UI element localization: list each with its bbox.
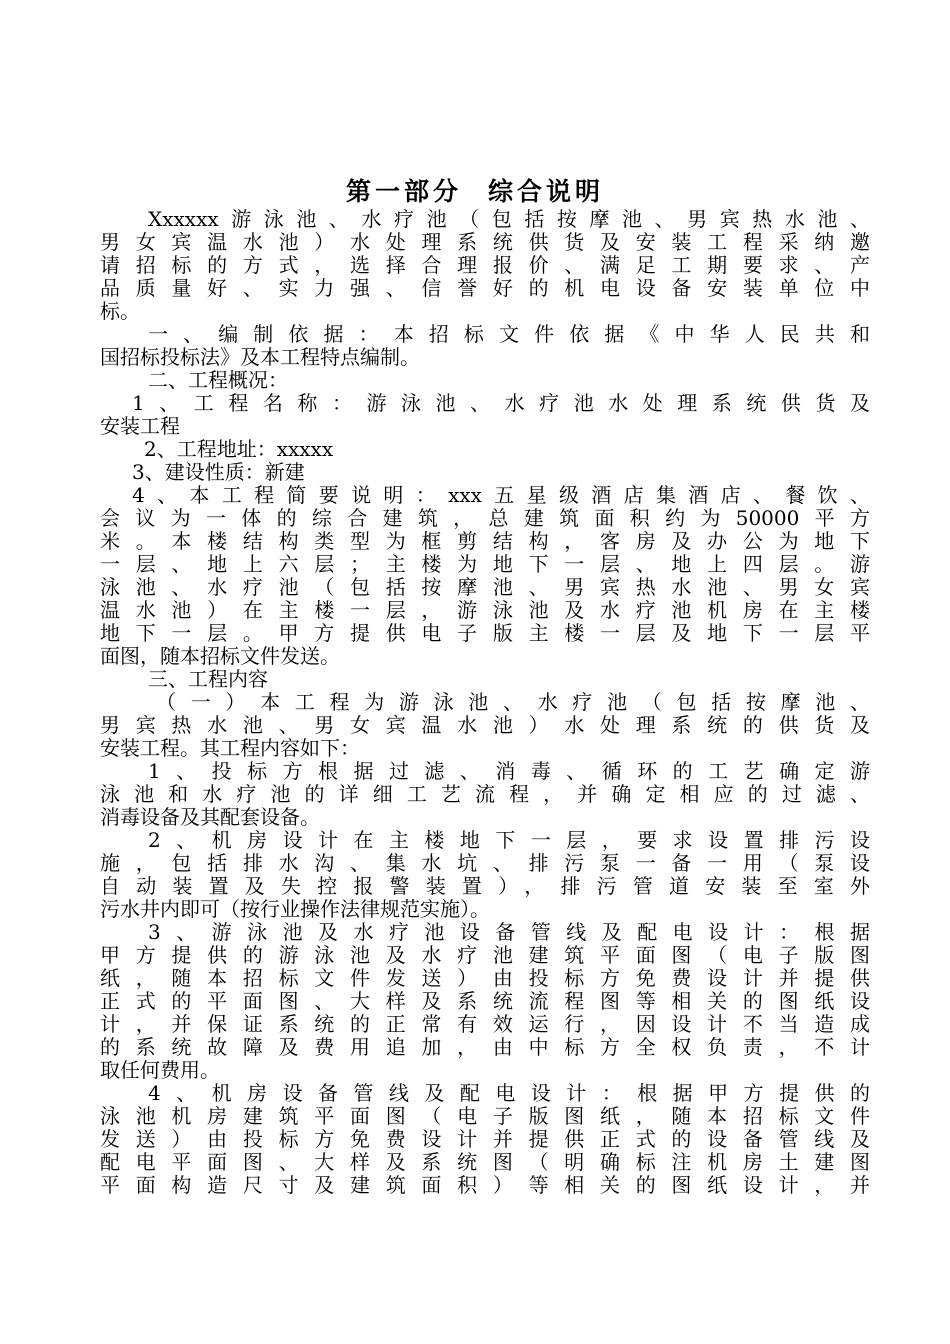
text-line: 3、建设性质：新建 (132, 460, 305, 484)
title-part-2: 综合说明 (488, 177, 605, 206)
text-line: 4、本工程简要说明：xxx五星级酒店集酒店、餐饮、 (132, 483, 870, 507)
text-line: 自动装置及失控报警装置），排污管道安装至室外 (100, 874, 870, 898)
text-line: 纸，随本招标文件发送）由投标方免费设计并提供 (100, 966, 870, 990)
text-line: 会议为一体的综合建筑，总建筑面积约为50000平方 (100, 506, 870, 530)
text-line: 计，并保证系统的正常有效运行，因设计不当造成 (100, 1012, 870, 1036)
text-line: 2、工程地址：xxxxx (144, 437, 334, 461)
text-line: 发送）由投标方免费设计并提供正式的设备管线及 (100, 1127, 870, 1151)
text-line: 2、机房设计在主楼地下一层，要求设置排污设 (148, 828, 870, 852)
text-line: 泳池、水疗池（包括按摩池、男宾热水池、男女宾 (100, 575, 870, 599)
text-line: 3、游泳池及水疗池设备管线及配电设计：根据 (148, 920, 870, 944)
text-line: 安装工程。其工程内容如下： (100, 736, 360, 760)
text-line: 4、机房设备管线及配电设计：根据甲方提供的 (148, 1081, 870, 1105)
text-line: 品质量好、实力强、信誉好的机电设备安装单位中 (100, 276, 870, 300)
text-line: 国招标投标法》及本工程特点编制。 (100, 345, 420, 369)
text-line: 正式的平面图、大样及系统流程图等相关的图纸设 (100, 989, 870, 1013)
text-line: 泳池机房建筑平面图（电子版图纸，随本招标文件 (100, 1104, 870, 1128)
text-line: 请招标的方式，选择合理报价、满足工期要求、产 (100, 253, 870, 277)
text-line: 二、工程概况： (148, 368, 288, 392)
text-line: 标。 (100, 299, 140, 323)
text-line: 甲方提供的游泳池及水疗池建筑平面图（电子版图 (100, 943, 870, 967)
text-line: 1、工程名称：游泳池、水疗池水处理系统供货及 (132, 391, 870, 415)
text-line: 安装工程 (100, 414, 180, 438)
text-line: 三、工程内容 (148, 667, 268, 691)
text-line: （一）本工程为游泳池、水疗池（包括按摩池、 (156, 690, 870, 714)
text-line: 一层、地上六层；主楼为地下一层、地上四层。游 (100, 552, 870, 576)
text-line: 泳池和水疗池的详细工艺流程，并确定相应的过滤、 (100, 782, 870, 806)
body-text (100, 208, 870, 1197)
text-line: 污水井内即可（按行业操作法律规范实施）。 (100, 897, 490, 921)
text-line: 平面构造尺寸及建筑面积）等相关的图纸设计，并 (100, 1173, 870, 1197)
text-line: 的系统故障及费用追加，由中标方全权负责，不计 (100, 1035, 870, 1059)
text-line: 男女宾温水池）水处理系统供货及安装工程采纳邀 (100, 230, 870, 254)
title-part-1: 第一部分 (345, 177, 462, 206)
text-line: 男宾热水池、男女宾温水池）水处理系统的供货及 (100, 713, 870, 737)
text-line: Xxxxxx游泳池、水疗池（包括按摩池、男宾热水池、 (148, 207, 870, 231)
text-line: 取任何费用。 (100, 1058, 220, 1082)
text-line: 温水池）在主楼一层，游泳池及水疗池机房在主楼 (100, 598, 870, 622)
page-title (0, 172, 950, 208)
text-line: 一、编制依据：本招标文件依据《中华人民共和 (148, 322, 870, 346)
text-line: 施，包括排水沟、集水坑、排污泵一备一用（泵设 (100, 851, 870, 875)
text-line: 面图，随本招标文件发送。 (100, 644, 340, 668)
text-line: 米。本楼结构类型为框剪结构，客房及办公为地下 (100, 529, 870, 553)
text-line: 配电平面图、大样及系统图（明确标注机房土建图 (100, 1150, 870, 1174)
text-line: 1、投标方根据过滤、消毒、循环的工艺确定游 (148, 759, 870, 783)
text-line: 消毒设备及其配套设备。 (100, 805, 320, 829)
text-line: 地下一层。甲方提供电子版主楼一层及地下一层平 (100, 621, 870, 645)
